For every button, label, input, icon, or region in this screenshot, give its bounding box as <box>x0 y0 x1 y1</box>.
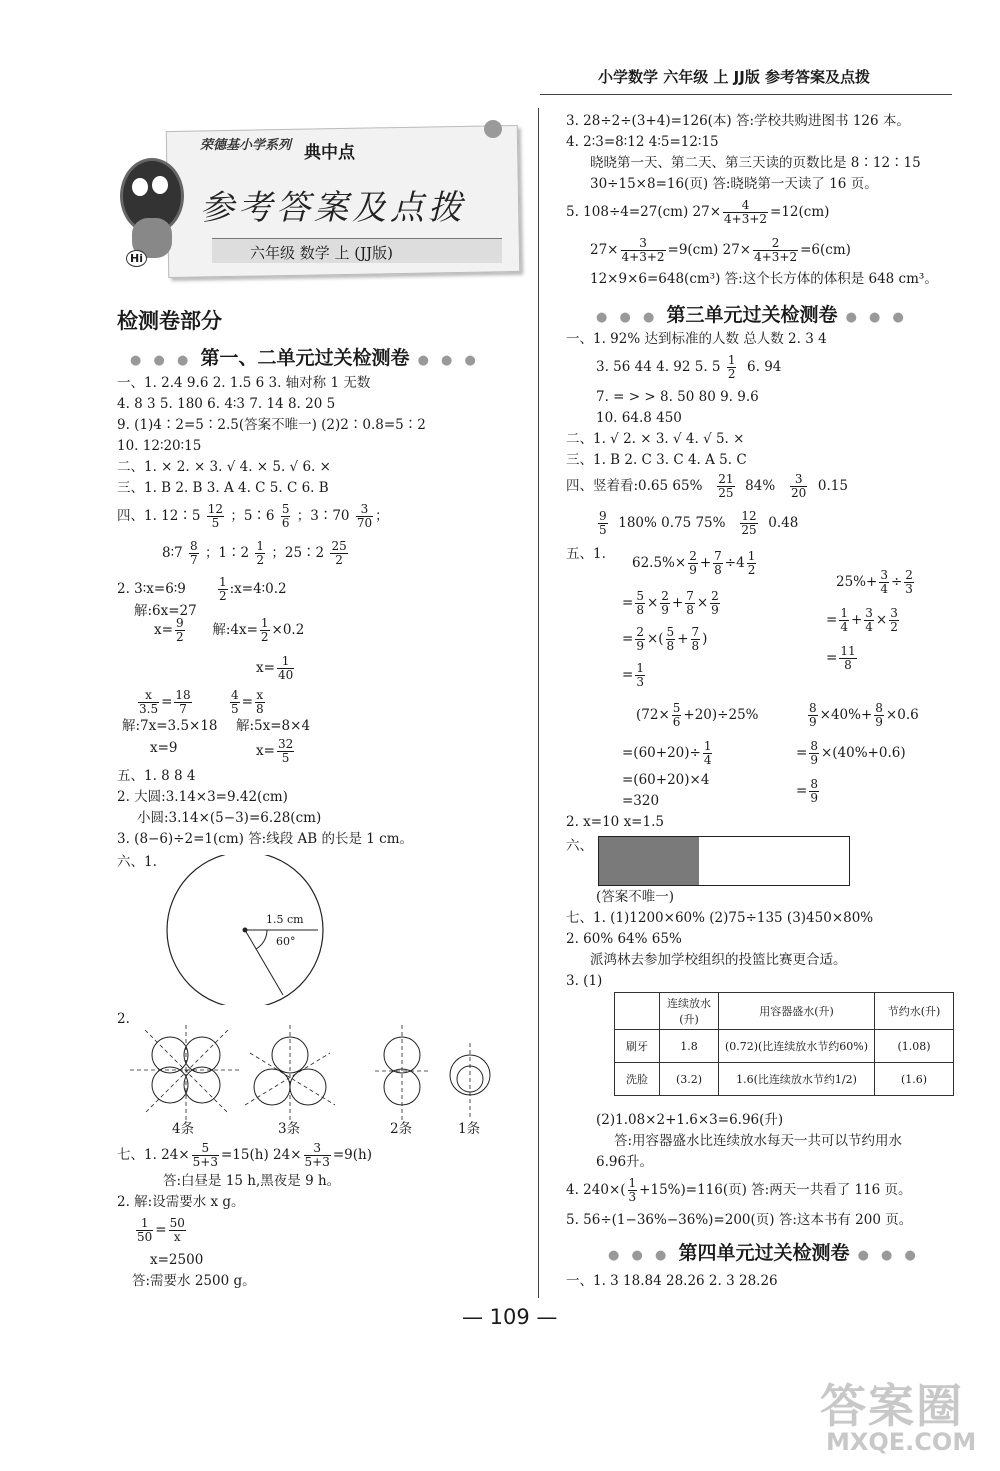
text: 四、1. 12∶5 <box>117 508 201 524</box>
section1-heading <box>130 343 480 370</box>
fraction: $\frac{8}{9}$ <box>875 701 883 729</box>
answer-line <box>566 1172 912 1208</box>
shaded-rectangle <box>598 836 850 886</box>
fraction: $\frac{8}{9}$ <box>810 777 818 805</box>
column-divider <box>538 108 539 1298</box>
answer-line: 答:白昼是 15 h,黑夜是 9 h。 <box>163 1173 341 1189</box>
water-table <box>614 992 954 1096</box>
answer-line: x=9 <box>150 740 178 756</box>
section1-title: 第一、二单元过关检测卷 <box>200 347 410 369</box>
text: =9(h) <box>332 1147 372 1163</box>
fraction: $\frac{3}{20}$ <box>791 472 807 500</box>
answer-line <box>256 733 296 769</box>
answer-line: 3. (8−6)÷2=1(cm) 答:线段 AB 的长是 1 cm。 <box>117 831 414 847</box>
fraction: $\frac{x}{3.5}$ <box>139 688 159 716</box>
page-number: — 109 — <box>462 1305 558 1329</box>
series-logo: 荣德基小学系列 <box>200 138 292 153</box>
text: =6(cm) <box>800 242 851 258</box>
watermark-logo: 答案圈 <box>820 1379 964 1433</box>
answer-line: 五、1. <box>566 546 606 562</box>
fraction: $\frac{2}{9}$ <box>689 549 697 577</box>
table-cell: (0.72)(比连续放水节约60%) <box>719 1030 875 1063</box>
calc-line: =(60+20)×4 <box>622 772 710 788</box>
fraction: $\frac{25}{2}$ <box>331 539 347 567</box>
table-cell: 1.6(比连续放水节约1/2) <box>719 1063 875 1096</box>
answer-line: 6.96升。 <box>596 1154 654 1170</box>
answer-line: 解:6x=27 <box>134 603 197 619</box>
text: 解:4x= <box>212 622 258 638</box>
answer-line: 4. 8 3 5. 180 6. 4∶3 7. 14 8. 20 5 <box>117 396 336 412</box>
text: 5. 108÷4=27(cm) 27× <box>566 204 722 220</box>
answer-line <box>154 612 304 648</box>
answer-line: 7. = > > 8. 50 80 9. 9.6 <box>596 389 759 405</box>
answer-line: 四、1. 12∶5 $\frac{12}{5}$ ；5∶6 $\frac{5}{6}$ ；3∶70 $\frac{3}{70}$ ； <box>117 502 389 530</box>
axes-count-2: 3条 <box>278 1121 301 1137</box>
fraction: $\frac{5}{6}$ <box>281 502 290 530</box>
dots-decoration: ● ● ● <box>849 1248 920 1263</box>
answer-line: (2)1.08×2+1.6×3=6.96(升) <box>596 1112 784 1128</box>
banner-title: 参考答案及点拨 <box>200 188 466 228</box>
answer-line: 答:需要水 2500 g。 <box>132 1273 256 1289</box>
fraction: $\frac{1}{2}$ <box>218 575 227 603</box>
fraction: $\frac{7}{8}$ <box>686 589 694 617</box>
answer-line: 答:用容器盛水比连续放水每天一共可以节约用水 <box>614 1133 903 1149</box>
dots-decoration: ● ● ● <box>596 310 667 325</box>
dots-decoration: ● ● ● <box>130 353 201 368</box>
circle-diagram <box>160 855 330 1005</box>
fraction: $\frac{1}{2}$ <box>747 549 756 577</box>
fraction: $\frac{12}{5}$ <box>207 502 224 530</box>
fraction: $\frac{50}{x}$ <box>169 1216 185 1244</box>
text: ；3∶70 <box>296 508 350 524</box>
dots-decoration: ● ● ● <box>837 310 908 325</box>
fraction: $\frac{4}{4+3+2}$ <box>724 198 768 226</box>
fraction: $\frac{3}{70}$ <box>356 502 373 530</box>
answer-line: 六、 <box>566 838 593 854</box>
table-cell: (3.2) <box>660 1063 719 1096</box>
symmetry-figures <box>130 1025 510 1125</box>
text: 0.15 <box>817 478 848 494</box>
table-cell: 节约水(升) <box>875 993 954 1030</box>
calc-line: = $\frac{11}{8}$ <box>826 644 856 672</box>
fraction: $\frac{7}{8}$ <box>714 549 722 577</box>
fraction: $\frac{x}{8}$ <box>255 688 264 716</box>
fraction: $\frac{3}{4+3+2}$ <box>621 236 665 264</box>
table-cell: 1.8 <box>660 1030 719 1063</box>
answer-line <box>117 1137 372 1173</box>
banner-subtitle: 六年级 数学 上 (JJ版) <box>250 244 394 262</box>
section3-title: 第三单元过关检测卷 <box>666 304 838 326</box>
table-cell: (1.6) <box>875 1063 954 1096</box>
answer-line: 六、1. <box>117 854 157 870</box>
text: 3. 56 44 4. 92 5. 5 <box>596 359 721 375</box>
fraction: $\frac{7}{8}$ <box>691 625 700 653</box>
fraction: $\frac{5}{5+3}$ <box>192 1141 218 1169</box>
fraction: $\frac{3}{5+3}$ <box>304 1141 330 1169</box>
table-cell: 用容器盛水(升) <box>719 993 875 1030</box>
fraction: $\frac{21}{25}$ <box>718 472 734 500</box>
fraction: $\frac{11}{8}$ <box>840 644 856 672</box>
calc-line: 25%+ $\frac{3}{4}$ ÷ $\frac{2}{3}$ <box>836 568 913 596</box>
answer-line: 2. 60% 64% 65% <box>566 931 682 947</box>
answer-line: $\frac{x}{3.5}$ = $\frac{18}{7}$ $\frac{4}{5}$ = $\frac{x}{8}$ <box>139 688 264 716</box>
mascot-eye-left <box>130 176 150 198</box>
answer-line <box>162 535 350 571</box>
answer-line: 2. 大圆:3.14×3=9.42(cm) <box>117 789 288 805</box>
fraction: $\frac{32}{5}$ <box>277 737 294 765</box>
answer-line: 12×9×6=648(cm³) 答:这个长方体的体积是 648 cm³。 <box>590 271 938 287</box>
fraction: $\frac{2}{9}$ <box>636 625 644 653</box>
text: 27× <box>590 242 619 258</box>
pushpin-icon <box>484 120 502 138</box>
fraction: $\frac{1}{3}$ <box>636 661 644 689</box>
answer-line: 10. 64.8 450 <box>596 410 682 426</box>
answer-line: 三、1. B 2. C 3. C 4. A 5. C <box>566 452 747 468</box>
table-cell: 连续放水(升) <box>660 993 719 1030</box>
fraction: $\frac{1}{4}$ <box>703 739 712 767</box>
calc-line: $\frac{8}{9}$ ×40%+ $\frac{8}{9}$ ×0.6 <box>809 701 919 729</box>
answer-line: 2. x=10 x=1.5 <box>566 814 664 830</box>
answer-line <box>117 572 287 606</box>
text: ；5∶6 <box>230 508 275 524</box>
calc-line: =(60+20)÷ $\frac{1}{4}$ <box>622 739 712 767</box>
text: =9(cm) 27× <box>667 242 752 258</box>
answer-line: 2. 解:设需要水 x g。 <box>117 1194 245 1210</box>
mascot-label: Hi <box>126 250 147 267</box>
fraction: $\frac{5}{8}$ <box>666 625 675 653</box>
angle-label: 60° <box>276 935 296 948</box>
fraction: $\frac{3}{2}$ <box>890 606 898 634</box>
answer-line: 一、1. 92% 达到标准的人数 总人数 2. 3 4 <box>566 331 827 347</box>
calc-line: (72× $\frac{5}{6}$ +20)÷25% <box>636 701 759 729</box>
answer-line: $\frac{1}{50}$ = $\frac{50}{x}$ <box>137 1216 185 1244</box>
text: =12(cm) <box>770 204 830 220</box>
section4-title: 第四单元过关检测卷 <box>678 1242 850 1264</box>
axes-count-1: 4条 <box>172 1121 195 1137</box>
answer-line: 4. 2∶3=8∶12 4∶5=12∶15 <box>566 134 719 150</box>
fraction: $\frac{1}{40}$ <box>277 654 294 682</box>
calc-line: =320 <box>622 793 660 809</box>
text: =15(h) 24× <box>221 1147 302 1163</box>
page-header: 小学数学 六年级 上 JJ版 参考答案及点拨 <box>598 68 871 86</box>
answer-line: 一、1. 3 18.84 28.26 2. 3 28.26 <box>566 1273 778 1289</box>
text: 6. 94 <box>747 359 782 375</box>
text: ×0.2 <box>271 622 305 638</box>
answer-line: 3. (1) <box>566 973 603 989</box>
answer-line: 三、1. B 2. B 3. A 4. C 5. C 6. B <box>117 480 329 496</box>
table-row <box>615 1030 954 1063</box>
answer-line: x=2500 <box>150 1252 204 1268</box>
fraction: $\frac{1}{4}$ <box>840 606 848 634</box>
fraction: $\frac{1}{2}$ <box>727 353 736 381</box>
calc-line: = $\frac{2}{9}$ ×( $\frac{5}{8}$ + $\frac{7}{8}$ ) <box>622 625 708 653</box>
text: 8∶7 <box>162 545 183 561</box>
calc-line: = $\frac{8}{9}$ <box>796 777 818 805</box>
fraction: $\frac{1}{2}$ <box>256 539 265 567</box>
fraction: $\frac{5}{6}$ <box>672 701 681 729</box>
answer-line <box>596 349 781 385</box>
fraction: $\frac{9}{5}$ <box>599 509 607 537</box>
text: 四、竖着看:0.65 65% <box>566 478 703 494</box>
fraction: $\frac{12}{25}$ <box>741 509 757 537</box>
calc-line: = $\frac{1}{4}$ + $\frac{3}{4}$ × $\frac{3}{2}$ <box>826 606 898 634</box>
text: :x=4∶0.2 <box>229 581 287 597</box>
answer-line: 30÷15×8=16(页) 答:晓晓第一天读了 16 页。 <box>590 176 878 192</box>
answer-line <box>590 232 851 268</box>
table-cell: (1.08) <box>875 1030 954 1063</box>
axes-count-4: 1条 <box>458 1121 481 1137</box>
text: x= <box>256 660 275 676</box>
answer-line: 解:5x=8×4 <box>236 718 311 734</box>
fraction: $\frac{1}{3}$ <box>628 1176 637 1204</box>
calc-line: 62.5%× $\frac{2}{9}$ + $\frac{7}{8}$ ÷4 $\frac{1}{2}$ <box>632 549 756 577</box>
table-header-row <box>615 993 954 1030</box>
axes-count-3: 2条 <box>390 1121 413 1137</box>
dots-decoration: ● ● ● <box>409 353 480 368</box>
shaded-part <box>599 837 699 885</box>
answer-line: 小圆:3.14×(5−3)=6.28(cm) <box>137 810 322 826</box>
table-cell: 刷牙 <box>615 1030 660 1063</box>
answer-line <box>596 505 798 541</box>
brand-logo: 典中点 <box>304 143 355 163</box>
watermark-url: MXQE.COM <box>826 1428 977 1456</box>
text: 七、1. 24× <box>117 1147 190 1163</box>
answer-line: 9. (1)4∶2=5∶2.5(答案不唯一) (2)2∶0.8=5∶2 <box>117 417 426 433</box>
answer-line <box>566 194 829 230</box>
fraction: $\frac{5}{8}$ <box>636 589 644 617</box>
answer-line: 解:7x=3.5×18 <box>122 718 218 734</box>
fraction: $\frac{3}{4}$ <box>880 568 888 596</box>
text: +15%)=116(页) 答:两天一共看了 116 页。 <box>639 1182 912 1198</box>
calc-line: = $\frac{8}{9}$ ×(40%+0.6) <box>796 739 906 767</box>
fraction: $\frac{1}{2}$ <box>260 616 269 644</box>
answer-line <box>566 468 848 504</box>
table-cell <box>615 993 660 1030</box>
answer-line: 一、1. 2.4 9.6 2. 1.5 6 3. 轴对称 1 无数 <box>117 375 371 391</box>
banner <box>112 118 520 278</box>
calc-line: = $\frac{1}{3}$ <box>622 661 644 689</box>
section4-heading <box>608 1238 920 1265</box>
fraction: $\frac{4}{5}$ <box>231 688 239 716</box>
text: x= <box>154 622 173 638</box>
fraction: $\frac{9}{2}$ <box>175 616 184 644</box>
answer-line: 二、1. √ 2. × 3. √ 4. √ 5. × <box>566 431 745 447</box>
answer-line: 3. 28÷2÷(3+4)=126(本) 答:学校共购进图书 126 本。 <box>566 113 910 129</box>
fraction: $\frac{2}{9}$ <box>711 589 719 617</box>
fraction: $\frac{8}{9}$ <box>810 739 818 767</box>
fraction: $\frac{2}{4+3+2}$ <box>754 236 798 264</box>
text: ；1∶2 <box>204 545 250 561</box>
table-row <box>615 1063 954 1096</box>
fraction: $\frac{18}{7}$ <box>175 688 191 716</box>
fraction: $\frac{3}{4}$ <box>865 606 873 634</box>
part-title: 检测卷部分 <box>117 309 222 333</box>
answer-line: 五、1. 8 8 4 <box>117 768 196 784</box>
fraction: $\frac{2}{9}$ <box>661 589 669 617</box>
text: ；25∶2 <box>271 545 325 561</box>
text: 180% 0.75 75% <box>618 515 726 531</box>
radius-label: 1.5 cm <box>266 913 304 926</box>
text: 84% <box>745 478 776 494</box>
fraction: $\frac{2}{3}$ <box>905 568 913 596</box>
answer-line: 10. 12∶20∶15 <box>117 438 202 454</box>
answer-line: 5. 56÷(1−36%−36%)=200(页) 答:这本书有 200 页。 <box>566 1212 913 1228</box>
answer-line: 二、1. × 2. × 3. √ 4. × 5. √ 6. × <box>117 459 331 475</box>
table-cell: 洗脸 <box>615 1063 660 1096</box>
answer-line: 晓晓第一天、第二天、第三天读的页数比是 8∶12∶15 <box>590 155 921 171</box>
dots-decoration: ● ● ● <box>608 1248 679 1263</box>
answer-line: 2. <box>117 1011 130 1027</box>
text: 0.48 <box>768 515 799 531</box>
mascot-eye-right <box>150 174 170 196</box>
answer-line: 七、1. (1)1200×60% (2)75÷135 (3)450×80% <box>566 910 874 926</box>
header-rule <box>540 94 952 95</box>
text: 2. 3∶x=6∶9 <box>117 581 186 597</box>
calc-line: = $\frac{5}{8}$ × $\frac{2}{9}$ + $\frac{7}{8}$ × $\frac{2}{9}$ <box>622 589 719 617</box>
answer-line: 派鸿林去参加学校组织的投篮比赛更合适。 <box>590 952 847 968</box>
section3-heading <box>596 300 908 327</box>
fraction: $\frac{8}{7}$ <box>190 539 198 567</box>
text: x= <box>256 743 275 759</box>
fraction: $\frac{8}{9}$ <box>809 701 817 729</box>
answer-line <box>256 650 296 686</box>
answer-line: (答案不唯一) <box>596 889 675 905</box>
text: 4. 240×( <box>566 1182 626 1198</box>
fraction: $\frac{1}{50}$ <box>137 1216 153 1244</box>
